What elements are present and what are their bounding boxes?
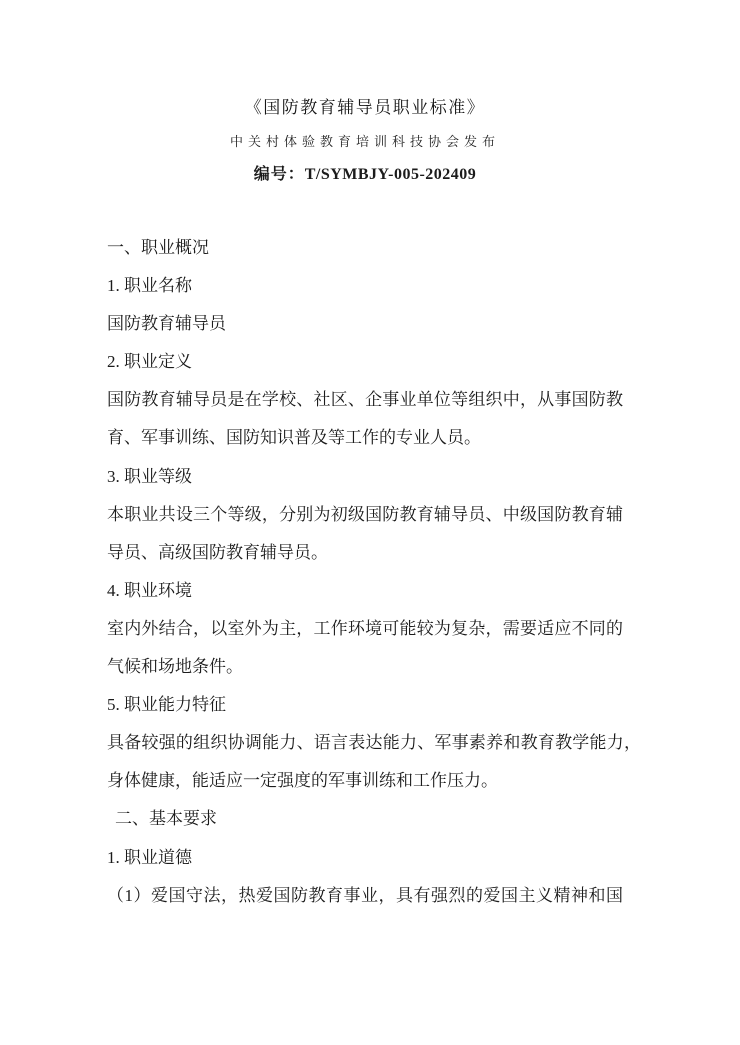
numbered-heading-6: 1. 职业道德 bbox=[107, 847, 192, 867]
numbered-heading-1: 1. 职业名称 bbox=[107, 276, 192, 296]
body-paragraph: 国防教育辅导员是在学校、社区、企事业单位等组织中，从事国防教育、军事训练、国防知识普及等工作的专业人员。 bbox=[107, 390, 623, 448]
section-heading-1: 一、职业概况 bbox=[107, 238, 209, 257]
numbered-heading-4: 4. 职业环境 bbox=[107, 580, 192, 600]
section-heading-2: 二、基本要求 bbox=[115, 809, 217, 829]
document-publisher: 中关村体验教育培训科技协会发布 bbox=[229, 134, 500, 149]
document-body bbox=[107, 229, 641, 915]
document-number-label: 编号： bbox=[253, 166, 305, 183]
numbered-heading-5: 5. 职业能力特征 bbox=[107, 695, 226, 715]
body-paragraph: 国防教育辅导员 bbox=[107, 314, 226, 334]
document-title: 《国防教育辅导员职业标准》 bbox=[244, 98, 486, 117]
body-paragraph: 具备较强的组织协调能力、语言表达能力、军事素养和教育教学能力，身体健康，能适应一定强度的军事训练和工作压力。 bbox=[107, 733, 641, 791]
numbered-heading-3: 3. 职业等级 bbox=[107, 466, 192, 486]
body-paragraph: （1）爱国守法，热爱国防教育事业，具有强烈的爱国主义精神和国 bbox=[107, 885, 623, 905]
document-number-line bbox=[107, 163, 623, 187]
document-number-value: T/SYMBJY-005-202409 bbox=[304, 166, 477, 183]
body-paragraph: 本职业共设三个等级，分别为初级国防教育辅导员、中级国防教育辅导员、高级国防教育辅导员。 bbox=[107, 504, 623, 562]
numbered-heading-2: 2. 职业定义 bbox=[107, 352, 192, 372]
body-paragraph: 室内外结合，以室外为主，工作环境可能较为复杂，需要适应不同的气候和场地条件。 bbox=[107, 618, 623, 677]
